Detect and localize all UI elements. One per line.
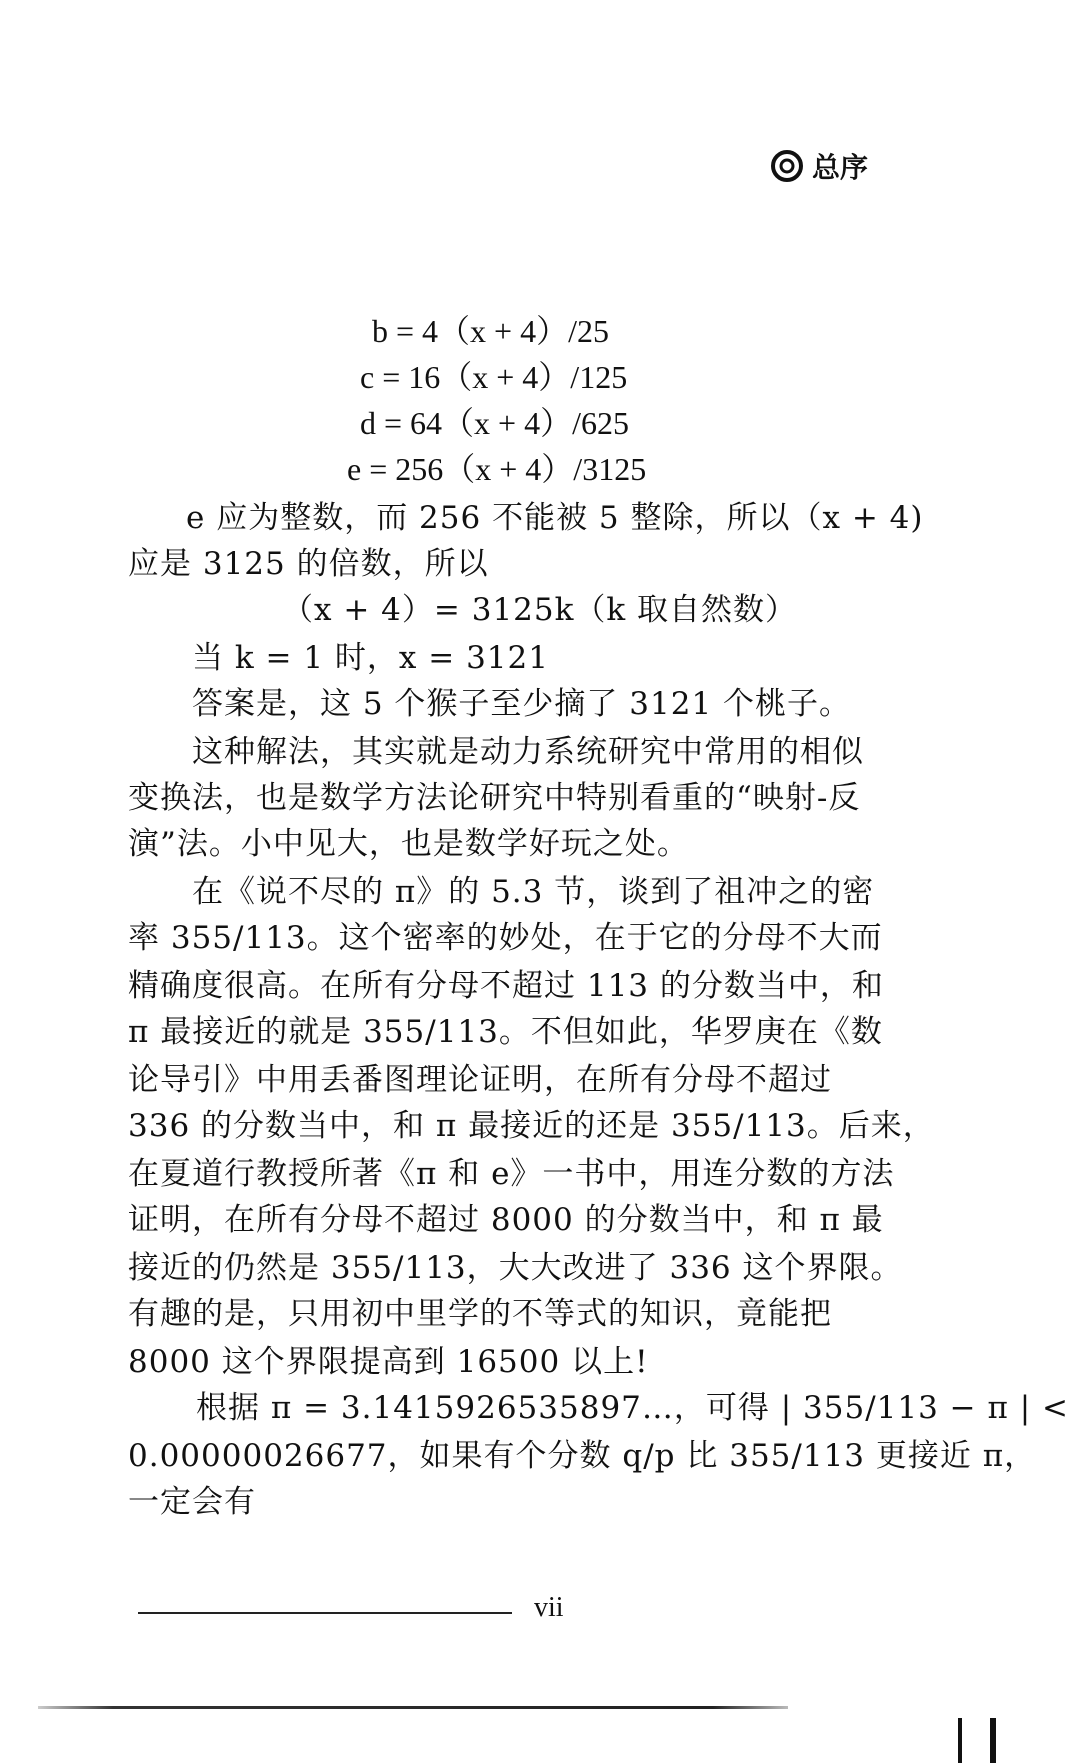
equation-c: c = 16（x + 4）/125 [360,359,628,395]
text-line: 接近的仍然是 355/113，大大改进了 336 这个界限。 [128,1250,903,1286]
page-number: vii [534,1592,564,1623]
text-line: 当 k = 1 时，x = 3121 [192,640,549,676]
text-line: 应是 3125 的倍数，所以 [128,546,489,582]
text-line: 有趣的是，只用初中里学的不等式的知识，竟能把 [128,1296,832,1332]
equation-b: b = 4（x + 4）/25 [372,313,609,349]
text-line: 率 355/113。这个密率的妙处，在于它的分母不大而 [128,920,883,956]
text-line: 精确度很高。在所有分母不超过 113 的分数当中，和 [128,968,884,1004]
text-line: 8000 这个界限提高到 16500 以上! [128,1344,649,1380]
double-circle-icon [770,149,804,183]
text-line: 0.00000026677，如果有个分数 q/p 比 355/113 更接近 π， [128,1438,1037,1474]
text-line: 证明，在所有分母不超过 8000 的分数当中，和 π 最 [128,1202,884,1238]
text-line: 一定会有 [128,1484,256,1520]
text-line: e 应为整数，而 256 不能被 5 整除，所以（x + 4) [186,500,924,536]
text-line: 336 的分数当中，和 π 最接近的还是 355/113。后来， [128,1108,935,1144]
text-line: （x + 4）= 3125k（k 取自然数） [282,592,798,628]
text-line: π 最接近的就是 355/113。不但如此，华罗庚在《数 [128,1014,883,1050]
scan-edge-bar [990,1718,996,1763]
text-line: 根据 π = 3.1415926535897…，可得 | 355/113 − π | < [196,1390,1070,1426]
equation-d: d = 64（x + 4）/625 [360,405,629,441]
text-line: 论导引》中用丢番图理论证明，在所有分母不超过 [128,1062,832,1098]
text-line: 答案是，这 5 个猴子至少摘了 3121 个桃子。 [192,686,852,722]
text-line: 这种解法，其实就是动力系统研究中常用的相似 [192,734,864,770]
footer-rule [138,1612,512,1614]
text-line: 在《说不尽的 π》的 5.3 节，谈到了祖冲之的密 [192,874,875,910]
scan-edge-line [38,1706,788,1709]
scan-edge-bar [958,1718,962,1763]
equation-e: e = 256（x + 4）/3125 [347,451,647,487]
section-title: 总序 [812,151,869,184]
text-line: 变换法，也是数学方法论研究中特别看重的“映射-反 [128,780,861,816]
text-line: 演”法。小中见大，也是数学好玩之处。 [128,826,689,862]
section-header [770,146,868,186]
text-line: 在夏道行教授所著《π 和 e》一书中，用连分数的方法 [128,1156,895,1192]
